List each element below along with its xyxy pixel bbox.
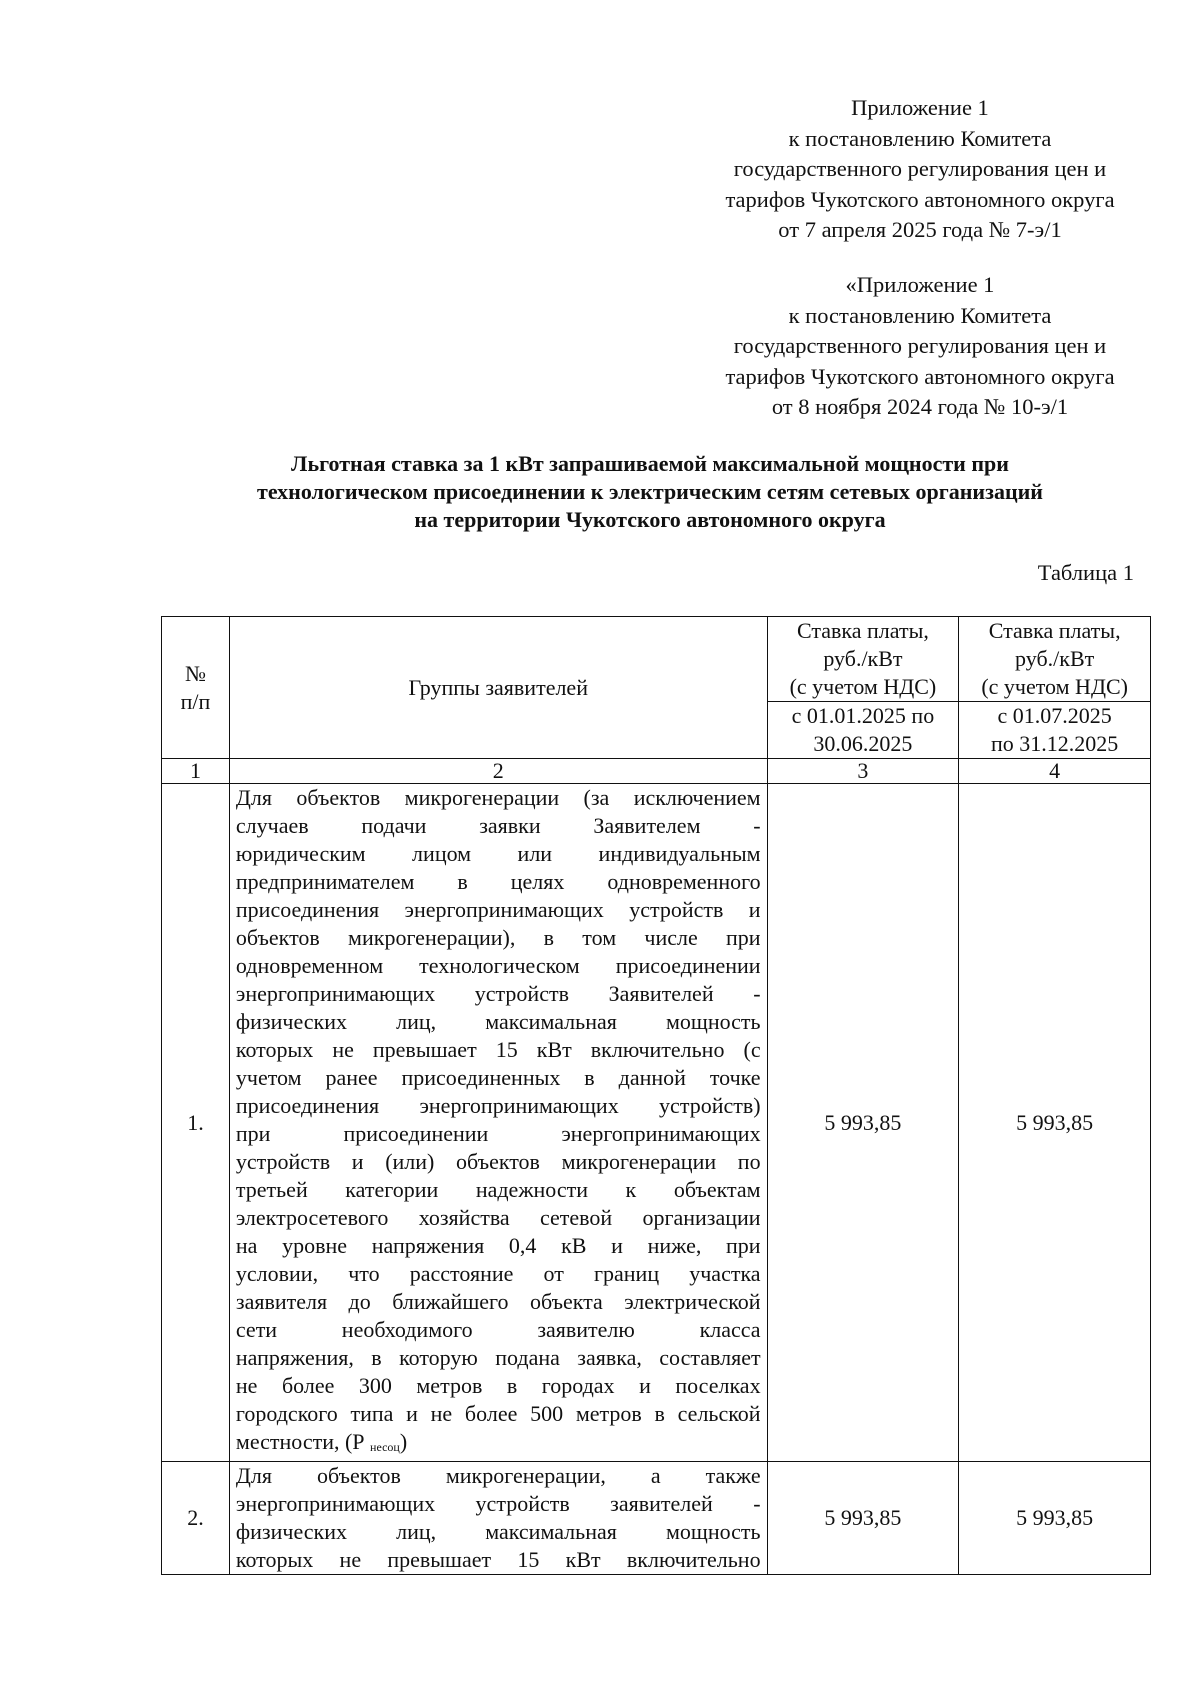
applicant-group-cell bbox=[229, 784, 767, 1462]
group-text-line: устройств и (или) объектов микрогенерации по bbox=[235, 1149, 761, 1174]
group-text-last-suffix: ) bbox=[399, 1429, 408, 1454]
group-text-line: напряжения, в которую подана заявка, составляет bbox=[235, 1345, 761, 1370]
appendix-previous-line: «Приложение 1 bbox=[845, 272, 995, 297]
power-subscript: несоц bbox=[370, 1440, 400, 1454]
table-row bbox=[162, 1462, 1151, 1575]
column-index-cell: 2 bbox=[229, 759, 767, 784]
appendix-current-line: тарифов Чукотского автономного округа bbox=[725, 186, 1115, 212]
header-period2-line: с 01.07.2025 bbox=[997, 703, 1112, 728]
group-text-line: юридическим лицом или индивидуальным bbox=[235, 841, 761, 866]
column-index-cell: 3 bbox=[767, 759, 959, 784]
group-text-line: которых не превышает 15 кВт включительно (с bbox=[235, 1037, 761, 1062]
header-groups-cell: Группы заявителей bbox=[229, 617, 767, 759]
group-text-line: третьей категории надежности к объектам bbox=[235, 1177, 761, 1202]
rate-period1-value: 5 993,85 bbox=[767, 1462, 959, 1575]
rates-table bbox=[161, 616, 1151, 1575]
document-title-line: технологическом присоединении к электрическим сетям сетевых организаций bbox=[257, 479, 1043, 504]
rate-period2-value: 5 993,85 bbox=[959, 1462, 1151, 1575]
rate-period1-value: 5 993,85 bbox=[767, 784, 959, 1462]
header-rate1-line: Ставка платы, bbox=[796, 618, 929, 643]
group-text-line: заявителя до ближайшего объекта электрической bbox=[235, 1289, 761, 1314]
header-number-abbr: п/п bbox=[180, 688, 211, 714]
group-text-line: присоединения энергопринимающих устройств и bbox=[235, 897, 761, 922]
header-rate1-line: руб./кВт bbox=[823, 646, 903, 671]
header-rate2-cell bbox=[959, 617, 1151, 702]
document-title-line: на территории Чукотского автономного округа bbox=[414, 507, 886, 532]
rate-period2-value: 5 993,85 bbox=[959, 784, 1151, 1462]
group-text-line: энергопринимающих устройств заявителей - bbox=[235, 1491, 761, 1516]
appendix-previous-line: к постановлению Комитета bbox=[788, 302, 1052, 328]
header-number-cell bbox=[162, 617, 230, 759]
group-text-line: сети необходимого заявителю класса bbox=[235, 1317, 761, 1342]
group-text-line: условии, что расстояние от границ участка bbox=[235, 1261, 761, 1286]
group-text-last-prefix: местности, (Р bbox=[235, 1429, 365, 1454]
appendix-previous-line: от 8 ноября 2024 года № 10-э/1 bbox=[771, 394, 1069, 419]
group-text-line: предпринимателем в целях одновременного bbox=[235, 869, 761, 894]
group-text-line: физических лиц, максимальная мощность bbox=[235, 1519, 761, 1544]
group-text-line: случаев подачи заявки Заявителем - bbox=[235, 813, 761, 838]
table-label: Таблица 1 bbox=[1037, 560, 1134, 585]
group-text-line: одновременном технологическом присоединении bbox=[235, 953, 761, 978]
group-text-line: при присоединении энергопринимающих bbox=[235, 1121, 761, 1146]
appendix-current-heading bbox=[690, 93, 1150, 246]
header-period2-cell bbox=[959, 702, 1151, 759]
group-text-line: электросетевого хозяйства сетевой организации bbox=[235, 1205, 761, 1230]
column-index-cell: 4 bbox=[959, 759, 1151, 784]
header-period1-cell bbox=[767, 702, 959, 759]
header-rate1-line: (с учетом НДС) bbox=[789, 674, 937, 699]
appendix-previous-heading bbox=[690, 270, 1150, 423]
row-number-cell: 2. bbox=[162, 1462, 230, 1575]
header-rate2-line: руб./кВт bbox=[1015, 646, 1095, 671]
group-text-line: энергопринимающих устройств Заявителей - bbox=[235, 981, 761, 1006]
group-text-line: которых не превышает 15 кВт включительно bbox=[235, 1547, 761, 1572]
document-title-line: Льготная ставка за 1 кВт запрашиваемой максимальной мощности при bbox=[291, 451, 1009, 476]
group-text-line: учетом ранее присоединенных в данной точке bbox=[235, 1065, 761, 1090]
group-text-last-line bbox=[236, 1428, 761, 1461]
group-text-line: Для объектов микрогенерации, а также bbox=[235, 1463, 761, 1488]
group-text-line: Для объектов микрогенерации (за исключением bbox=[235, 785, 761, 810]
group-text-line: городского типа и не более 500 метров в сельской bbox=[235, 1401, 761, 1426]
applicant-group-cell bbox=[229, 1462, 767, 1575]
appendix-previous-line: тарифов Чукотского автономного округа bbox=[725, 363, 1115, 389]
header-rate1-cell bbox=[767, 617, 959, 702]
header-period1-line: с 01.01.2025 по bbox=[791, 703, 935, 728]
header-period2-line: по 31.12.2025 bbox=[991, 731, 1119, 756]
header-period1-line: 30.06.2025 bbox=[813, 731, 913, 756]
column-index-row bbox=[162, 759, 1151, 784]
group-text-line: объектов микрогенерации), в том числе при bbox=[235, 925, 761, 950]
table-row bbox=[162, 784, 1151, 1462]
row-number-cell: 1. bbox=[162, 784, 230, 1462]
appendix-previous-line: государственного регулирования цен и bbox=[733, 333, 1107, 358]
group-text-line: не более 300 метров в городах и поселках bbox=[235, 1373, 761, 1398]
group-text-line: на уровне напряжения 0,4 кВ и ниже, при bbox=[235, 1233, 761, 1258]
document-title bbox=[150, 450, 1150, 534]
header-rate2-line: (с учетом НДС) bbox=[981, 674, 1128, 699]
group-text-line: физических лиц, максимальная мощность bbox=[235, 1009, 761, 1034]
header-number-symbol: № bbox=[184, 660, 206, 686]
appendix-current-line: Приложение 1 bbox=[851, 95, 989, 120]
appendix-current-line: от 7 апреля 2025 года № 7-э/1 bbox=[778, 217, 1062, 242]
appendix-current-line: государственного регулирования цен и bbox=[733, 156, 1107, 181]
header-rate2-line: Ставка платы, bbox=[988, 618, 1121, 643]
group-text-line: присоединения энергопринимающих устройств) bbox=[235, 1093, 761, 1118]
column-index-cell: 1 bbox=[162, 759, 230, 784]
appendix-current-line: к постановлению Комитета bbox=[788, 125, 1052, 151]
table-header-row bbox=[162, 617, 1151, 702]
